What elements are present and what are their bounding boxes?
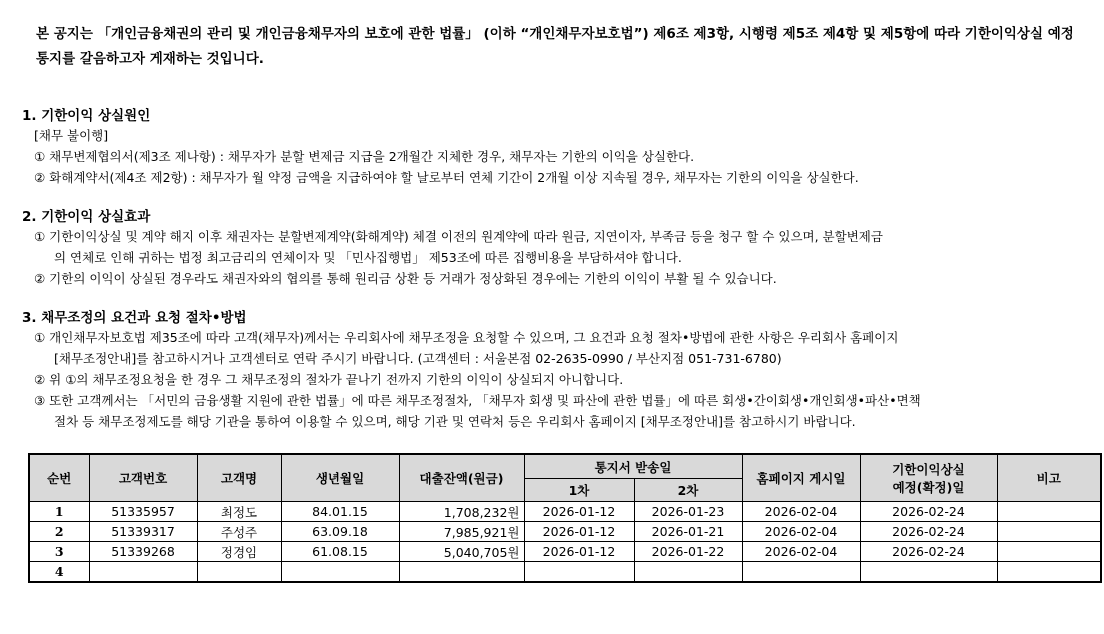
cell-balance: 1,708,232원 [399, 502, 524, 522]
header-notice-date: 통지서 받송일 [524, 454, 742, 479]
section-3-item-1: ① 개인채무자보호법 제35조에 따라 고객(채무자)께서는 우리회사에 채무조정을 요청할 수 있으며, 그 요건과 요청 절차•방법에 관한 사항은 우리회사 홈페이지 [34, 330, 899, 345]
header-birth: 생년월일 [281, 454, 399, 502]
notice-table [28, 453, 1102, 583]
header-loss-line1: 기한이익상실 [892, 462, 965, 477]
table-row [29, 562, 1101, 583]
section-1-subtitle: [채무 불이행] [34, 128, 109, 143]
cell-posted: 2026-02-04 [742, 522, 860, 542]
header-balance: 대출잔액(원금) [399, 454, 524, 502]
cell-customer-name [197, 562, 281, 583]
cell-posted [742, 562, 860, 583]
table-row [29, 522, 1101, 542]
cell-birth: 84.01.15 [281, 502, 399, 522]
section-1-item-2: ② 화해계약서(제4조 제2항) : 채무자가 월 약정 금액을 지급하여야 할 날로부터 연체 기간이 2개월 이상 지속될 경우, 채무자는 기한의 이익을 상실한다. [34, 170, 859, 185]
cell-seq: 2 [29, 522, 89, 542]
table-row [29, 542, 1101, 562]
section-1-item-1: ① 채무변제협의서(제3조 제나항) : 채무자가 분할 변제금 지급을 2개월간 지체한 경우, 채무자는 기한의 이익을 상실한다. [34, 149, 695, 164]
header-customer-no: 고객번호 [89, 454, 197, 502]
cell-customer-name: 최정도 [197, 502, 281, 522]
section-2-item-2: ② 기한의 이익이 상실된 경우라도 채권자와의 협의를 통해 원리금 상환 등 거래가 정상화된 경우에는 기한의 이익이 부활 될 수 있습니다. [34, 271, 777, 286]
cell-first: 2026-01-12 [524, 502, 634, 522]
intro-paragraph: 본 공지는 「개인금융채권의 관리 및 개인금융채무자의 보호에 관한 법률」 (이하 “개인채무자보호법”) 제6조 제3항, 시행령 제5조 제4항 및 제5항에 따라 기한이익상실 예정통지를 갈음하고자 게재하는 것입니다. [36, 26, 1074, 67]
cell-second: 2026-01-21 [634, 522, 742, 542]
cell-remark [997, 522, 1101, 542]
cell-customer-no [89, 562, 197, 583]
section-3-item-3-cont: 절차 등 채무조정제도를 해당 기관을 통하여 이용할 수 있으며, 해당 기관 및 연락처 등은 우리회사 홈페이지 [채무조정안내]를 참고하시기 바랍니다. [54, 414, 856, 429]
cell-customer-no: 51339268 [89, 542, 197, 562]
header-first: 1차 [524, 479, 634, 502]
cell-loss [860, 562, 997, 583]
section-2-title: 2. 기한이익 상실효과 [22, 209, 151, 225]
header-seq: 순번 [29, 454, 89, 502]
section-3-item-1-cont: [채무조정안내]를 참고하시거나 고객센터로 연락 주시기 바랍니다. (고객센터 : 서울본점 02-2635-0990 / 부산지점 051-731-6780) [54, 351, 782, 366]
cell-second [634, 562, 742, 583]
cell-balance: 7,985,921원 [399, 522, 524, 542]
cell-first: 2026-01-12 [524, 522, 634, 542]
cell-second: 2026-01-22 [634, 542, 742, 562]
header-customer-name: 고객명 [197, 454, 281, 502]
section-3-title: 3. 채무조정의 요건과 요청 절차•방법 [22, 310, 247, 326]
header-second: 2차 [634, 479, 742, 502]
section-3-item-2: ② 위 ①의 채무조정요청을 한 경우 그 채무조정의 절차가 끝나기 전까지 기한의 이익이 상실되지 아니합니다. [34, 372, 624, 387]
cell-customer-name: 주성주 [197, 522, 281, 542]
header-remark: 비고 [997, 454, 1101, 502]
header-posted-date: 홈페이지 게시일 [742, 454, 860, 502]
cell-seq: 4 [29, 562, 89, 583]
section-1-title: 1. 기한이익 상실원인 [22, 108, 151, 124]
cell-seq: 3 [29, 542, 89, 562]
cell-remark [997, 542, 1101, 562]
cell-customer-name: 정경임 [197, 542, 281, 562]
header-loss-date [860, 454, 997, 502]
cell-balance: 5,040,705원 [399, 542, 524, 562]
cell-first: 2026-01-12 [524, 542, 634, 562]
cell-loss: 2026-02-24 [860, 522, 997, 542]
cell-customer-no: 51339317 [89, 522, 197, 542]
cell-birth: 63.09.18 [281, 522, 399, 542]
cell-second: 2026-01-23 [634, 502, 742, 522]
section-3-item-3: ③ 또한 고객께서는 「서민의 금융생활 지원에 관한 법률」에 따른 채무조정절차, 「채무자 회생 및 파산에 관한 법률」에 따른 회생•간이회생•개인회생•파산•면책 [34, 393, 921, 408]
cell-remark [997, 502, 1101, 522]
cell-posted: 2026-02-04 [742, 502, 860, 522]
cell-loss: 2026-02-24 [860, 502, 997, 522]
cell-seq: 1 [29, 502, 89, 522]
cell-birth [281, 562, 399, 583]
section-2-item-1-cont: 의 연체로 인해 귀하는 법정 최고금리의 연체이자 및 「민사집행법」 제53조에 따른 집행비용을 부담하셔야 합니다. [54, 250, 682, 265]
table-row [29, 502, 1101, 522]
cell-first [524, 562, 634, 583]
cell-loss: 2026-02-24 [860, 542, 997, 562]
cell-posted: 2026-02-04 [742, 542, 860, 562]
header-loss-line2: 예정(확정)일 [892, 480, 965, 495]
cell-balance [399, 562, 524, 583]
cell-remark [997, 562, 1101, 583]
cell-customer-no: 51335957 [89, 502, 197, 522]
cell-birth: 61.08.15 [281, 542, 399, 562]
section-2-item-1: ① 기한이익상실 및 계약 해지 이후 채권자는 분할변제계약(화해계약) 체결 이전의 원계약에 따라 원금, 지연이자, 부족금 등을 청구 할 수 있으며, 분할변제금 [34, 229, 883, 244]
